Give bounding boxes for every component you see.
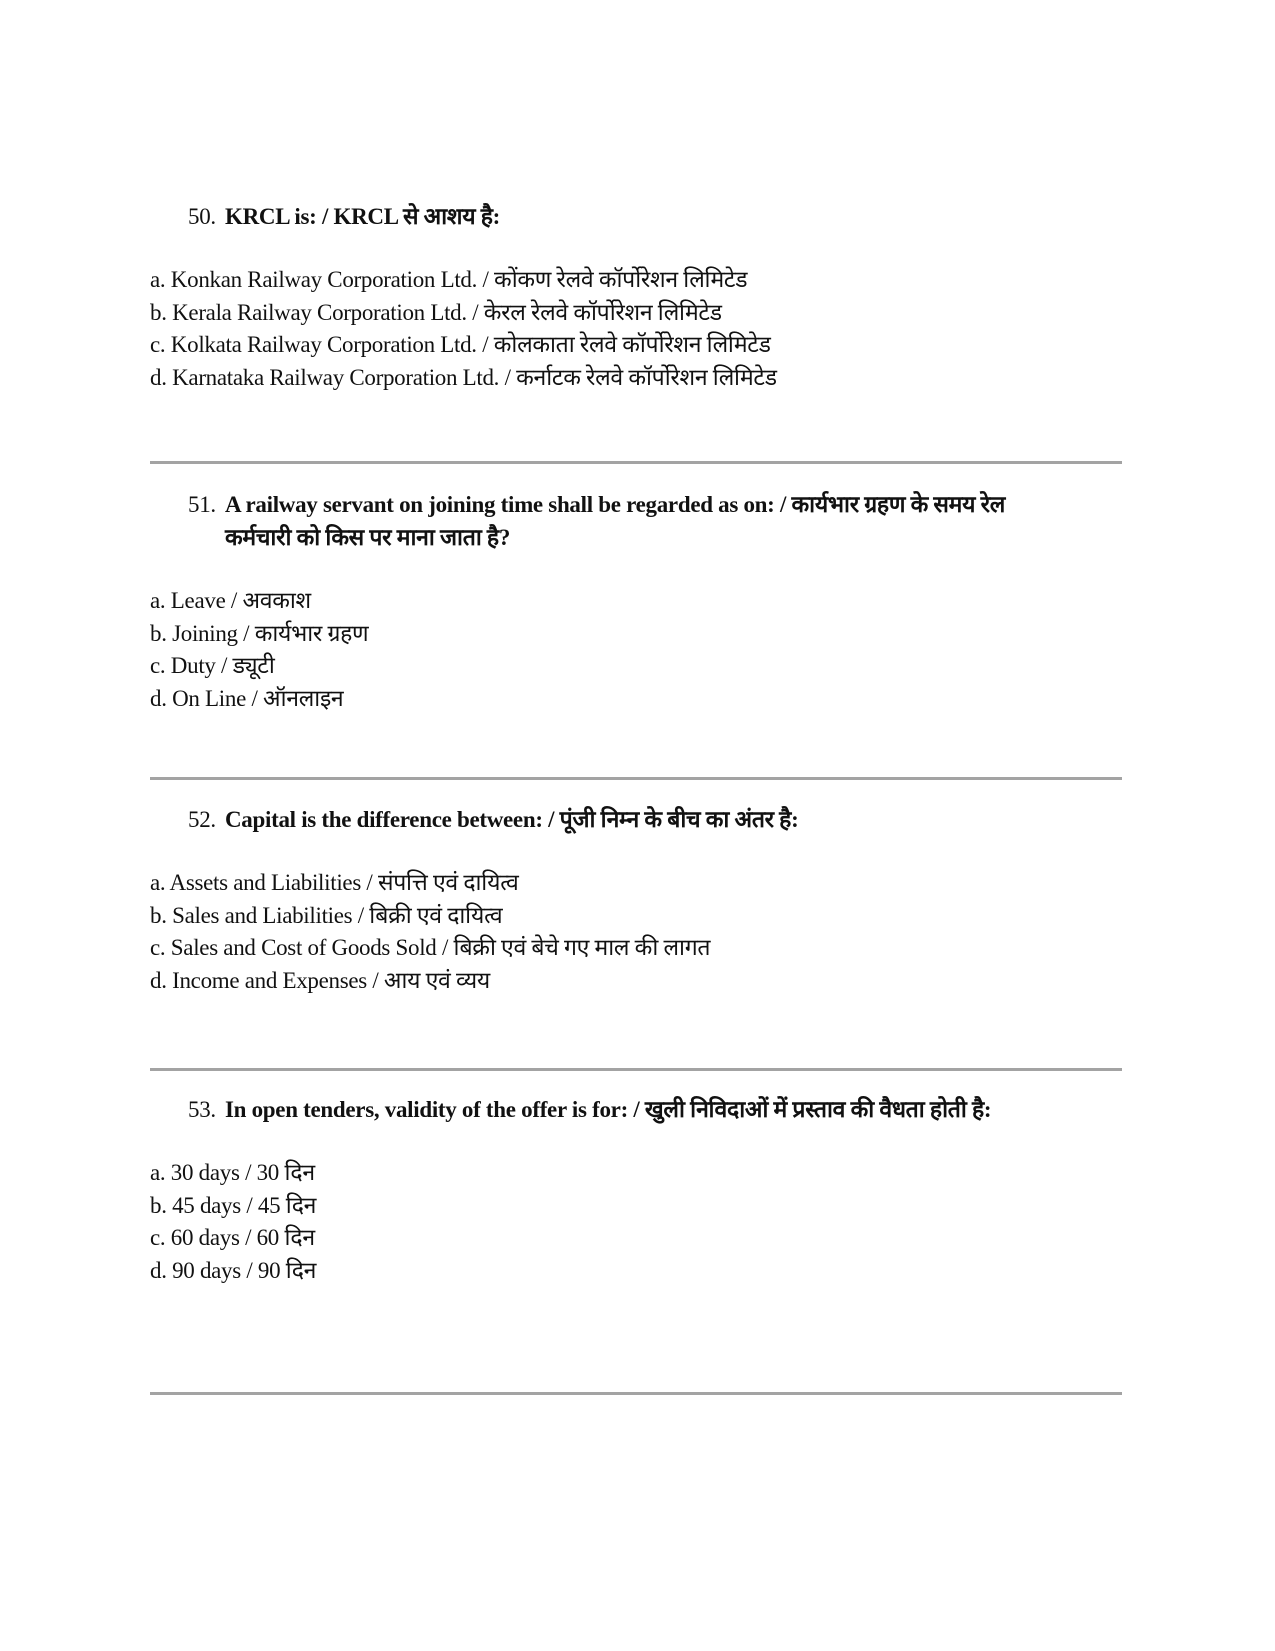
option-a: a. Konkan Railway Corporation Ltd. / कोंकण रेलवे कॉर्पोरेशन लिमिटेड: [150, 267, 748, 292]
question-title: [150, 803, 1122, 836]
question-title: [150, 200, 1122, 233]
option-a: a. Assets and Liabilities / संपत्ति एवं दायित्व: [150, 870, 519, 895]
separator: [150, 1392, 1122, 1395]
option-d: d. Karnataka Railway Corporation Ltd. / कर्नाटक रेलवे कॉर्पोरेशन लिमिटेड: [150, 364, 777, 390]
option-d: d. 90 days / 90 दिन: [150, 1257, 317, 1283]
option-a: a. 30 days / 30 दिन: [150, 1160, 315, 1185]
question-text: Capital is the difference between: / पूंजी निम्न के बीच का अंतर है:: [225, 807, 799, 832]
separator: [150, 1068, 1122, 1071]
question-text: In open tenders, validity of the offer is for: / खुली निविदाओं में प्रस्ताव की वैधता होती है:: [225, 1097, 992, 1122]
question-53: [150, 1093, 1122, 1287]
question-number: 52.: [188, 807, 216, 832]
question-52: [150, 803, 1122, 997]
question-title: [150, 1093, 1122, 1126]
option-d: d. On Line / ऑनलाइन: [150, 685, 344, 711]
options-list: [150, 867, 1122, 997]
question-50: [150, 200, 1122, 394]
option-b: b. 45 days / 45 दिन: [150, 1192, 317, 1218]
options-list: [150, 1157, 1122, 1287]
question-number: 50.: [188, 204, 216, 229]
question-51: [150, 488, 1122, 715]
option-c: c. 60 days / 60 दिन: [150, 1225, 315, 1250]
question-text: KRCL is: / KRCL से आशय है:: [225, 204, 500, 229]
option-b: b. Sales and Liabilities / बिक्री एवं दायित्व: [150, 902, 503, 928]
option-d: d. Income and Expenses / आय एवं व्यय: [150, 967, 490, 993]
option-c: c. Duty / ड्यूटी: [150, 653, 275, 678]
option-c: c. Sales and Cost of Goods Sold / बिक्री एवं बेचे गए माल की लागत: [150, 935, 711, 960]
question-title: [150, 488, 1122, 554]
options-list: [150, 585, 1122, 715]
question-number: 53.: [188, 1097, 216, 1122]
option-b: b. Joining / कार्यभार ग्रहण: [150, 620, 369, 646]
option-a: a. Leave / अवकाश: [150, 588, 311, 613]
question-number: 51.: [188, 492, 216, 517]
separator: [150, 777, 1122, 780]
option-b: b. Kerala Railway Corporation Ltd. / केरल रेलवे कॉर्पोरेशन लिमिटेड: [150, 299, 722, 325]
question-text: A railway servant on joining time shall be regarded as on: / कार्यभार ग्रहण के समय रेल कर्मचारी को किस पर माना जाता है?: [225, 492, 1006, 550]
option-c: c. Kolkata Railway Corporation Ltd. / कोलकाता रेलवे कॉर्पोरेशन लिमिटेड: [150, 332, 771, 357]
options-list: [150, 264, 1122, 394]
separator: [150, 461, 1122, 464]
